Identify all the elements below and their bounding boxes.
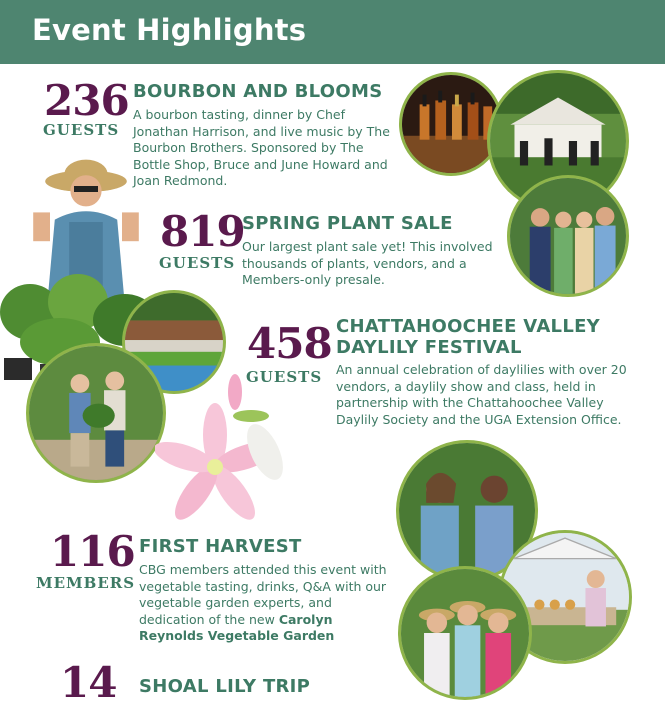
event-plant-sale-description: Our largest plant sale yet! This involved thousands of plants, vendors, and a Members-only presale. — [242, 239, 493, 287]
event-daylily-description: An annual celebration of daylilies with over 20 vendors, a daylily show and class, held in partnership with the Chattahoochee Valley Daylily Society and the UGA Extension Office. — [336, 362, 627, 427]
event-daylily-unit: GUESTS — [246, 368, 323, 386]
event-shoal-lily-count: 14 — [60, 658, 117, 707]
event-plant-sale-count: 819 — [160, 207, 245, 256]
event-bourbon-count: 236 — [44, 76, 129, 125]
event-harvest-count: 116 — [50, 527, 135, 576]
event-plant-sale-unit: GUESTS — [159, 254, 236, 272]
event-harvest-description — [139, 562, 389, 645]
event-bourbon-description: A bourbon tasting, dinner by Chef Jonathan Harrison, and live music by The Bourbon Brothers. Sponsored by The Bottle Shop, Bruce and June Howard and Joan Redmond. — [133, 107, 390, 188]
harvest-group-photo — [398, 566, 532, 700]
lily-flower-cutout — [155, 372, 290, 524]
bourbon-guests-photo — [507, 175, 629, 297]
event-daylily-count: 458 — [247, 319, 332, 368]
event-harvest-garden-name: Carolyn Reynolds Vegetable Garden — [139, 611, 335, 643]
plant-sale-shoppers-photo — [26, 343, 166, 483]
event-harvest-title: FIRST HARVEST — [139, 536, 302, 557]
header-banner — [0, 0, 665, 64]
bourbon-bottles-photo — [399, 72, 503, 176]
event-shoal-lily-title: SHOAL LILY TRIP — [139, 676, 311, 697]
page-title: Event Highlights — [32, 13, 307, 47]
event-bourbon-unit: GUESTS — [43, 121, 120, 139]
event-harvest-description-text: CBG members attended this event with vegetable tasting, drinks, Q&A with our vegetable garden experts, and dedication of the new — [139, 562, 387, 627]
event-bourbon-title: BOURBON AND BLOOMS — [133, 81, 383, 102]
event-harvest-unit: MEMBERS — [36, 574, 136, 592]
event-daylily-title: CHATTAHOOCHEE VALLEY DAYLILY FESTIVAL — [336, 316, 601, 358]
event-plant-sale-title: SPRING PLANT SALE — [242, 213, 453, 234]
